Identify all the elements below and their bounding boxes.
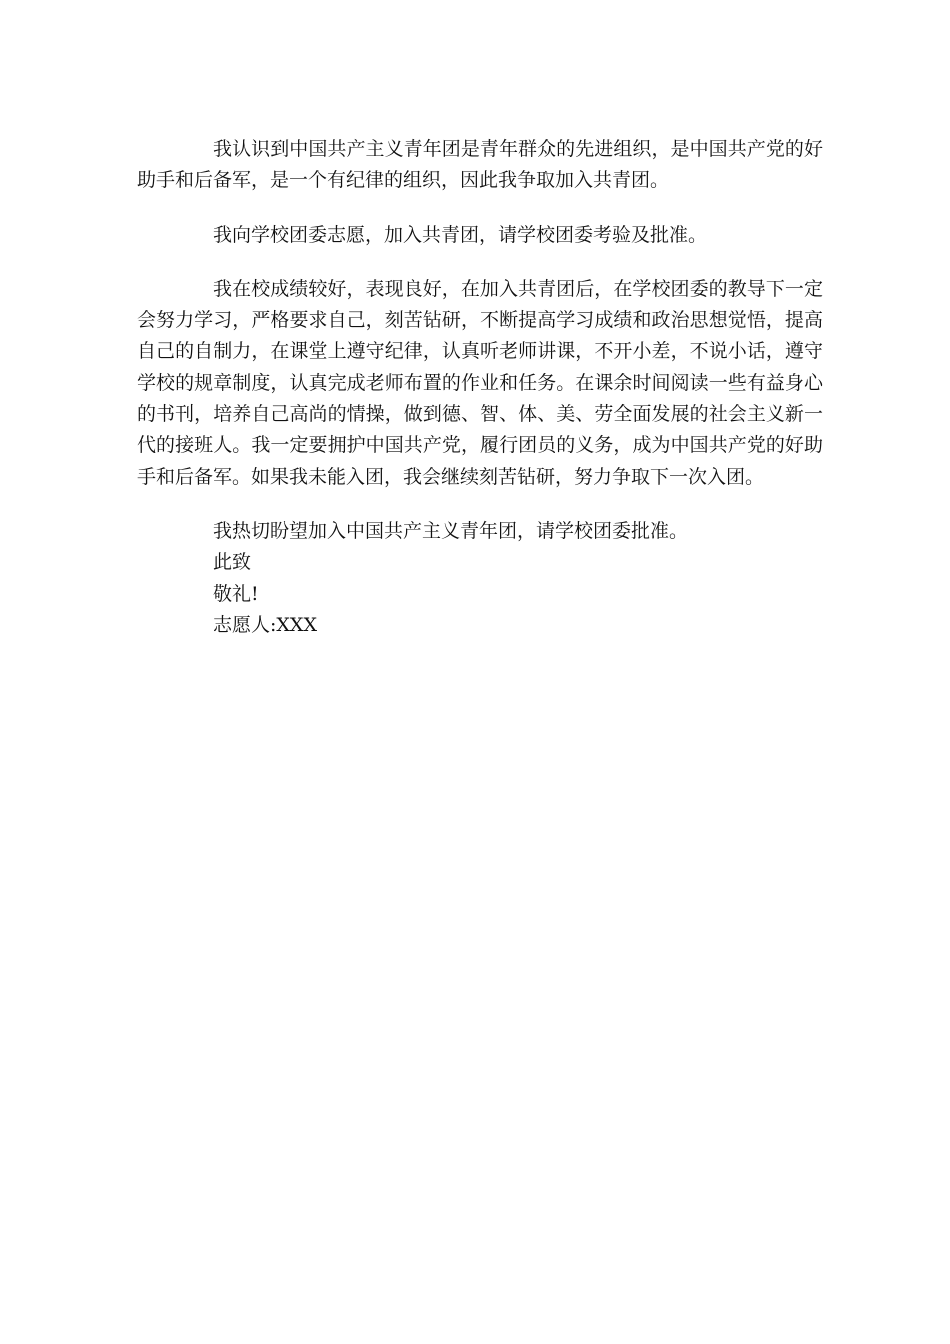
- paragraph-hope: 我热切盼望加入中国共产主义青年团，请学校团委批准。: [213, 519, 689, 542]
- letter-body: [137, 134, 823, 641]
- paragraph-application: 我向学校团委志愿，加入共青团，请学校团委考验及批准。: [213, 223, 708, 246]
- closing-text: 此致: [213, 551, 252, 574]
- paragraph-intro: 我认识到中国共产主义青年团是青年群众的先进组织，是中国共产党的好助手和后备军，是一个有纪律的组织，因此我争取加入共青团。: [137, 138, 823, 192]
- signature-text: 志愿人:XXX: [213, 613, 317, 636]
- salutation-text: 敬礼!: [213, 582, 259, 605]
- paragraph-commitment: 我在校成绩较好，表现良好，在加入共青团后，在学校团委的教导下一定会努力学习，严格要求自己，刻苦钻研，不断提高学习成绩和政治思想觉悟，提高自己的自制力，在课堂上遵守纪律，认真听老师讲课，不开小差，不说小话，遵守学校的规章制度，认真完成老师布置的作业和任务。在课余时间阅读一些有益身心的书刊，培养自己高尚的情操，做到德、智、体、美、劳全面发展的社会主义新一代的接班人。我一定要拥护中国共产党，履行团员的义务，成为中国共产党的好助手和后备军。如果我未能入团，我会继续刻苦钻研，努力争取下一次入团。: [137, 277, 823, 488]
